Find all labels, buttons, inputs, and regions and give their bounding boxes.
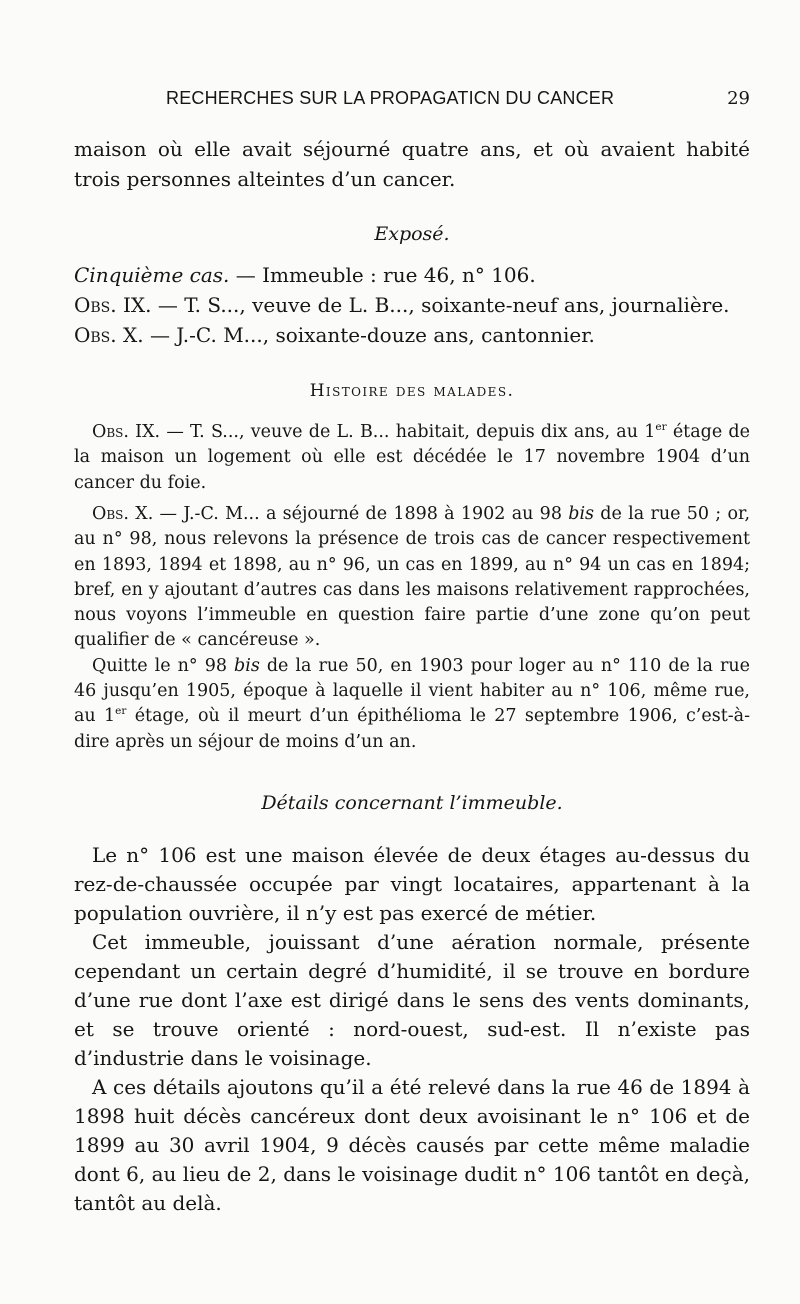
obs-ix-text: — T. S..., veuve de L. B..., soixante-neuf ans, journalière. <box>151 293 730 317</box>
obs-ix-summary <box>74 290 750 320</box>
running-title: RECHERCHES SUR LA PROPAGATICN DU CANCER <box>166 88 615 108</box>
histoire-obs-ix-text-a: — T. S..., veuve de L. B... habitait, depuis dix ans, au 1 <box>160 422 656 442</box>
details-heading-block <box>74 755 750 841</box>
obs-ix-label: Obs. IX. <box>74 293 152 317</box>
histoire-obs-x-text-a: — J.-C. M... a séjourné de 1898 à 1902 au 98 <box>153 504 569 524</box>
histoire-obs-x-text-b: de la rue 50 ; or, au n° 98, nous relevons la présence de trois cas de cancer respectivement en 1893, 1894 et 1898, au n° 96, un cas en 1899, au n° 94 un cas en 1894; bref, en y ajoutant d’autres cas dans les maisons relativement rapprochées, nous voyons l’immeuble en question faire partie d’une zone qu’on peut qualifier de « cancéreuse ». <box>74 504 751 651</box>
histoire-quitte-text-c: étage, où il meurt d’un épithélioma le 27 septembre 1906, c’est-à-dire après un séjour de moins d’un an. <box>74 706 750 752</box>
details-paragraph-2: Cet immeuble, jouissant d’une aération normale, présente cependant un certain degré d’humidité, il se trouve en bordure d’une rue dont l’axe est dirigé dans le sens des vents dominants, et se trouve orienté : nord-ouest, sud-est. Il n’existe pas d’industrie dans le voisinage. <box>74 929 750 1070</box>
case-block <box>74 260 750 350</box>
histoire-obs-ix <box>74 420 750 496</box>
obs-x-text: — J.-C. M..., soixante-douze ans, cantonnier. <box>143 323 595 347</box>
page-number: 29 <box>727 88 750 109</box>
histoire-obs-ix-text-b: étage de la maison un logement où elle est décédée le 17 novembre 1904 d’un cancer du foie. <box>74 422 750 493</box>
details-paragraph-3: A ces détails ajoutons qu’il a été relevé dans la rue 46 de 1894 à 1898 huit décès cancéreux dont deux avoisinant le n° 106 et de 1899 au 30 avril 1904, 9 décès causés par cette même maladie dont 6, au lieu de 2, dans le voisinage dudit n° 106 tantôt en deçà, tantôt au delà. <box>74 1074 750 1215</box>
histoire-obs-x <box>74 502 750 654</box>
case-label: Cinquième cas. <box>74 263 230 287</box>
obs-x-summary <box>74 320 750 350</box>
histoire-heading-block <box>74 350 750 420</box>
histoire-obs-ix-label: Obs. IX. <box>92 422 161 442</box>
histoire-obs-ix-sup: er <box>655 421 667 434</box>
case-text: — Immeuble : rue 46, n° 106. <box>229 263 536 287</box>
histoire-p2-block <box>74 502 750 755</box>
histoire-quitte-text-a: Quitte le n° 98 <box>92 655 235 676</box>
expose-heading-block <box>74 222 750 260</box>
page-header <box>166 88 750 112</box>
details-block <box>74 841 750 1218</box>
histoire-quitte <box>74 654 750 755</box>
obs-x-label: Obs. X. <box>74 323 144 347</box>
expose-heading: Exposé. <box>374 223 450 245</box>
histoire-obs-x-bis: bis <box>568 504 595 524</box>
histoire-quitte-sup: er <box>115 705 127 718</box>
histoire-obs-x-label: Obs. X. <box>92 504 154 524</box>
histoire-quitte-text-b: de la rue 50, en 1903 pour loger au n° 110 de la rue 46 jusqu’en 1905, époque à laquelle il vient habiter au n° 106, même rue, au 1 <box>74 655 750 727</box>
opening-paragraph: maison où elle avait séjourné quatre ans, et où avaient habité trois personnes alteintes d’un cancer. <box>74 137 750 191</box>
histoire-p1-block <box>74 420 750 502</box>
details-paragraph-1: Le n° 106 est une maison élevée de deux étages au-dessus du rez-de-chaussée occupée par vingt locataires, appartenant à la population ouvrière, il n’y est pas exercé de métier. <box>74 842 750 925</box>
details-heading: Détails concernant l’immeuble. <box>261 791 563 814</box>
histoire-quitte-bis: bis <box>234 655 260 676</box>
histoire-heading: Histoire des malades. <box>309 381 515 401</box>
page-body <box>74 134 750 1218</box>
case-line <box>74 260 750 290</box>
opening-block <box>74 134 750 222</box>
